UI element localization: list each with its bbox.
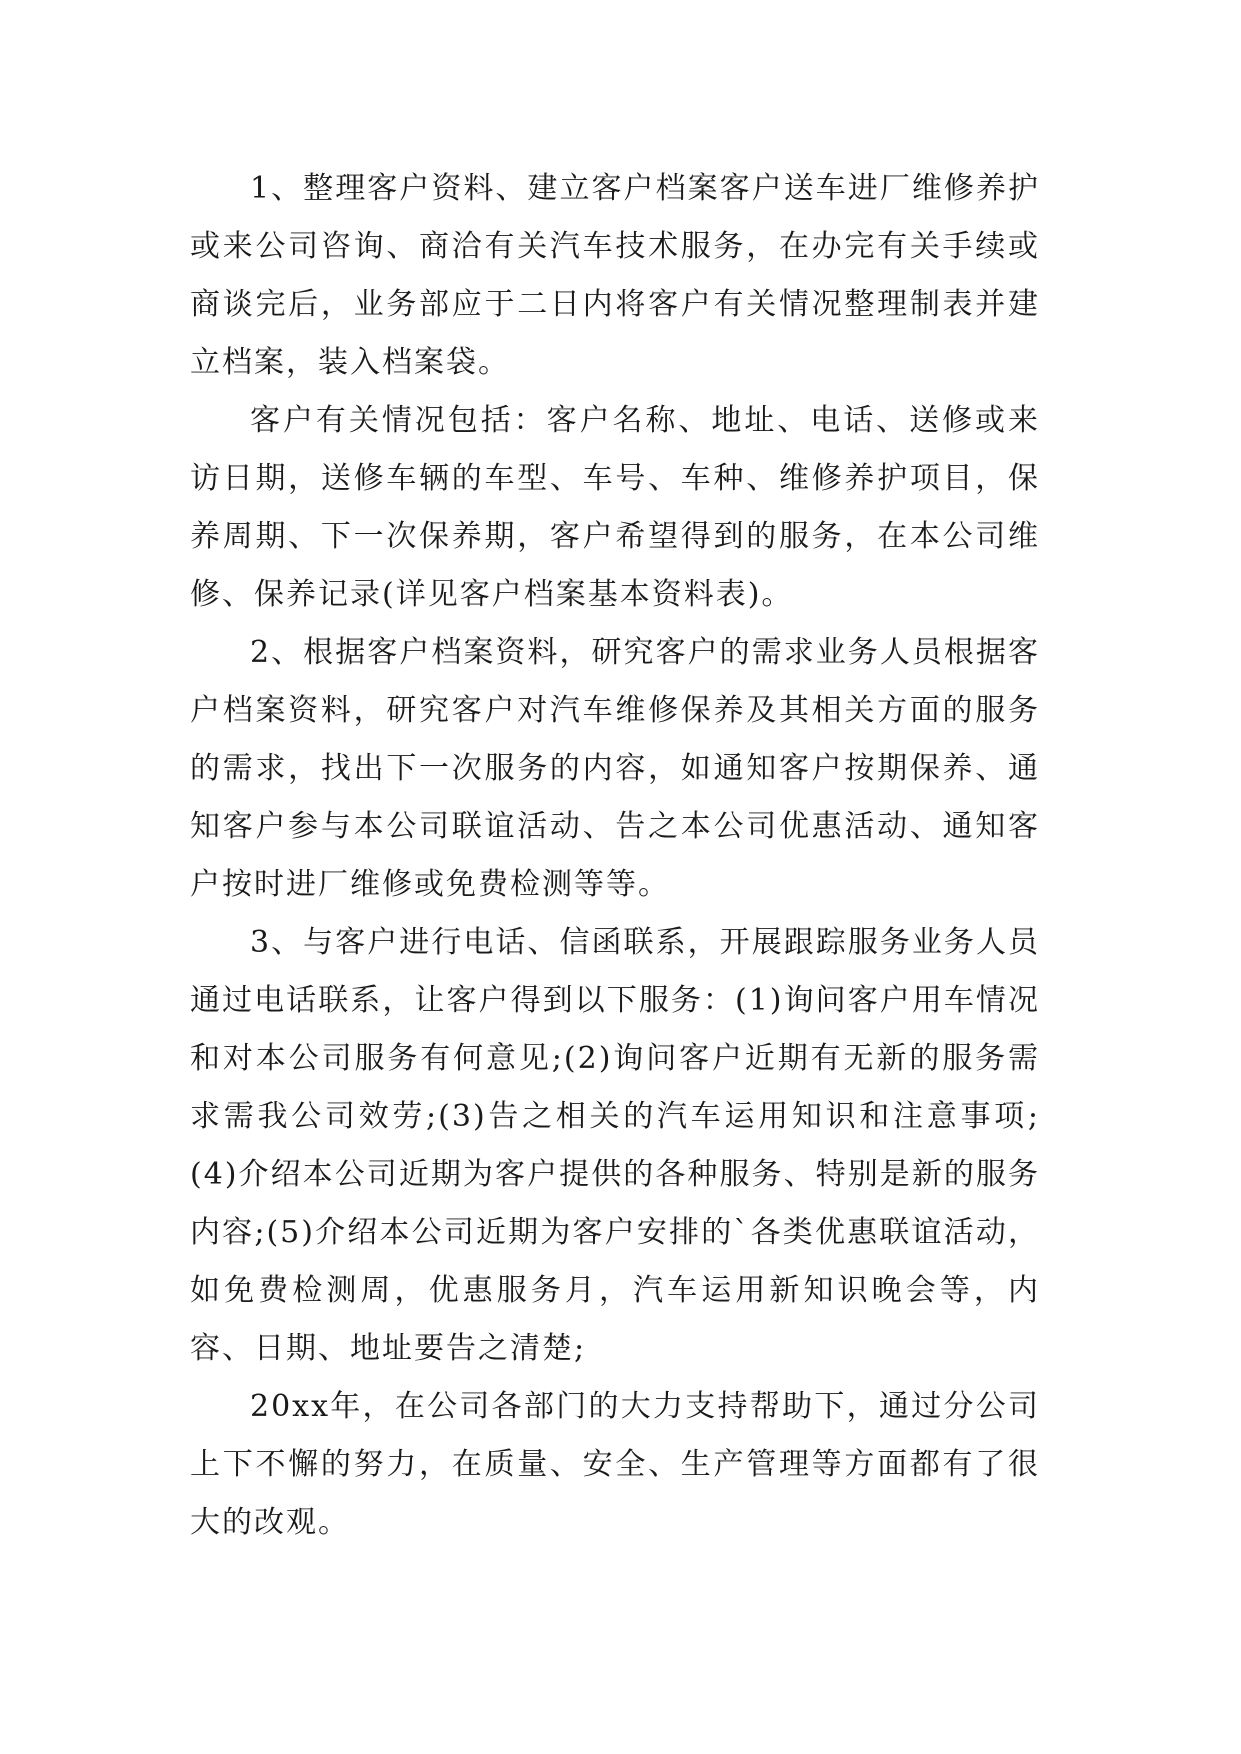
paragraph-organize-customer-files: 1、整理客户资料、建立客户档案客户送车进厂维修养护或来公司咨询、商洽有关汽车技术服务，在办完有关手续或商谈完后，业务部应于二日内将客户有关情况整理制表并建立档案，装入档案袋。	[190, 171, 1040, 380]
paragraph-study-customer-needs: 2、根据客户档案资料，研究客户的需求业务人员根据客户档案资料，研究客户对汽车维修保养及其相关方面的服务的需求，找出下一次服务的内容，如通知客户按期保养、通知客户参与本公司联谊活动、告之本公司优惠活动、通知客户按时进厂维修或免费检测等等。	[190, 635, 1040, 902]
paragraph-customer-info-contents: 客户有关情况包括：客户名称、地址、电话、送修或来访日期，送修车辆的车型、车号、车种、维修养护项目，保养周期、下一次保养期，客户希望得到的服务，在本公司维修、保养记录(详见客户档案基本资料表)。	[190, 403, 1040, 612]
document-body	[190, 160, 1040, 1552]
paragraph-annual-summary: 20xx年，在公司各部门的大力支持帮助下，通过分公司上下不懈的努力，在质量、安全、生产管理等方面都有了很大的改观。	[190, 1389, 1040, 1540]
paragraph-follow-up-service: 3、与客户进行电话、信函联系，开展跟踪服务业务人员通过电话联系，让客户得到以下服务：(1)询问客户用车情况和对本公司服务有何意见;(2)询问客户近期有无新的服务需求需我公司效劳;(3)告之相关的汽车运用知识和注意事项;(4)介绍本公司近期为客户提供的各种服务、特别是新的服务内容;(5)介绍本公司近期为客户安排的`各类优惠联谊活动，如免费检测周，优惠服务月，汽车运用新知识晚会等，内容、日期、地址要告之清楚;	[190, 925, 1040, 1366]
